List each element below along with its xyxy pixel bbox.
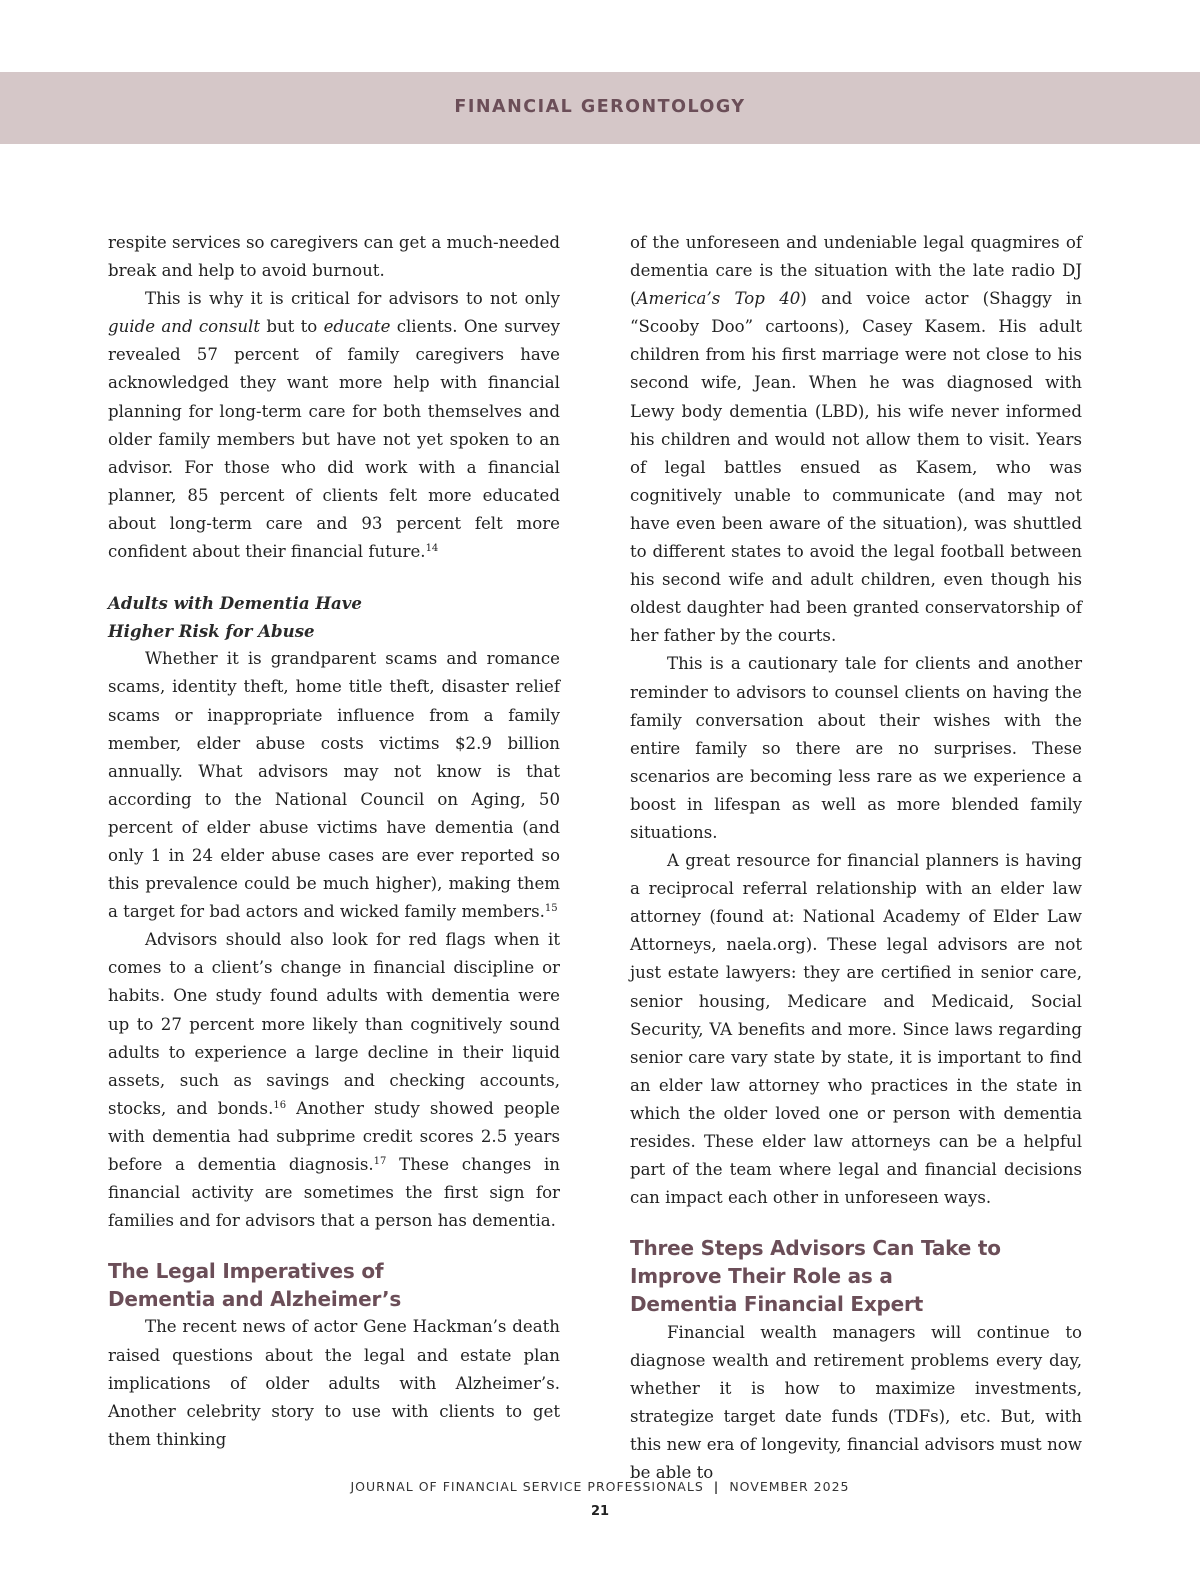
footnote-ref: 17 [373, 1156, 387, 1167]
section-heading: The Legal Imperatives of Dementia and Alzheimer’s [108, 1259, 402, 1312]
section-heading: Three Steps Advisors Can Take to Improve Their Role as a Dementia Financial Expert [630, 1236, 1001, 1317]
paragraph: Whether it is grandparent scams and romance scams, identity theft, home title theft, disaster relief scams or inappropriate influence from a family member, elder abuse costs victims $2.9 billion annually. What advisors may not know is that according to the National Council on Aging, 50 percent of elder abuse victims have dementia (and only 1 in 24 elder abuse cases are ever reported so this prevalence could be much higher), making them a target for bad actors and wicked family members.$^{15}$ [108, 649, 560, 922]
issue-date: NOVEMBER 2025 [729, 1479, 850, 1494]
paragraph: This is a cautionary tale for clients and another reminder to advisors to counsel clients on having the family conversation about their wishes with the entire family so there are no surprises. These scenarios are becoming less rare as we experience a boost in lifespan as well as more blended family situations. [630, 654, 1082, 842]
paragraph: Financial wealth managers will continue to diagnose wealth and retirement problems every day, whether it is how to maximize investments, strategize target date funds (TDFs), etc. But, with this new era of longevity, financial advisors must now be able to [630, 1322, 1082, 1483]
footer [0, 1479, 1200, 1494]
paragraph: Advisors should also look for red flags when it comes to a client’s change in financial discipline or habits. One study found adults with dementia were up to 27 percent more likely than cognitively sound adults to experience a large decline in their liquid assets, such as savings and checking accounts, stocks, and bonds.$^{16}$ Another study showed people with dementia had subprime credit scores 2.5 years before a dementia diagnosis.$^{17}$ These changes in financial activity are sometimes the first sign for families and for advisors that a person has dementia. [108, 930, 560, 1231]
journal-name: JOURNAL OF FINANCIAL SERVICE PROFESSIONALS [350, 1479, 704, 1494]
footnote-ref: 14 [425, 543, 439, 555]
section-title: FINANCIAL GERONTOLOGY [454, 97, 746, 117]
page-number: 21 [590, 1504, 610, 1519]
paragraph: The recent news of actor Gene Hackman’s death raised questions about the legal and estate plan implications of older adults with Alzheimer’s. Another celebrity story to use with clients to get them thinking [108, 1317, 560, 1449]
right-column [630, 229, 1082, 1487]
paragraph: of the unforeseen and undeniable legal quagmires of dementia care is the situation with the late radio DJ (America’s Top 40) and voice actor (Shaggy in “Scooby Doo” cartoons), Casey Kasem. His adult children from his first marriage were not close to his second wife, Jean. When he was diagnosed with Lewy body dementia (LBD), his wife never informed his children and would not allow them to visit. Years of legal battles ensued as Kasem, who was cognitively unable to communicate (and may not have even been aware of the situation), was shuttled to different states to avoid the legal football between his second wife and adult children, even though his oldest daughter had been granted conservatorship of her father by the courts. [630, 233, 1082, 646]
footer-separator: | [713, 1479, 720, 1494]
paragraph: respite services so caregivers can get a much-needed break and help to avoid burnout. [108, 233, 560, 281]
subheading: Adults with Dementia Have Higher Risk for Abuse [108, 593, 362, 642]
paragraph: A great resource for financial planners is having a reciprocal referral relationship with an elder law attorney (found at: National Academy of Elder Law Attorneys, naela.org). These legal advisors are not just estate lawyers: they are certified in senior care, senior housing, Medicare and Medicaid, Social Security, VA benefits and more. Since laws regarding senior care vary state by state, it is important to find an elder law attorney who practices in the state in which the older loved one or person with dementia resides. These elder law attorneys can be a helpful part of the team where legal and financial decisions can impact each other in unforeseen ways. [630, 851, 1082, 1208]
left-column [108, 229, 560, 1454]
footnote-ref: 15 [544, 903, 558, 915]
paragraph: This is why it is critical for advisors to not only guide and consult but to educate clients. One survey revealed 57 percent of family caregivers have acknowledged they want more help with financial planning for long-term care for both themselves and older family members but have not yet spoken to an advisor. For those who did work with a financial planner, 85 percent of clients felt more educated about long-term care and 93 percent felt more confident about their financial future.$^{14}$ [108, 289, 561, 562]
footnote-ref: 16 [273, 1099, 287, 1111]
